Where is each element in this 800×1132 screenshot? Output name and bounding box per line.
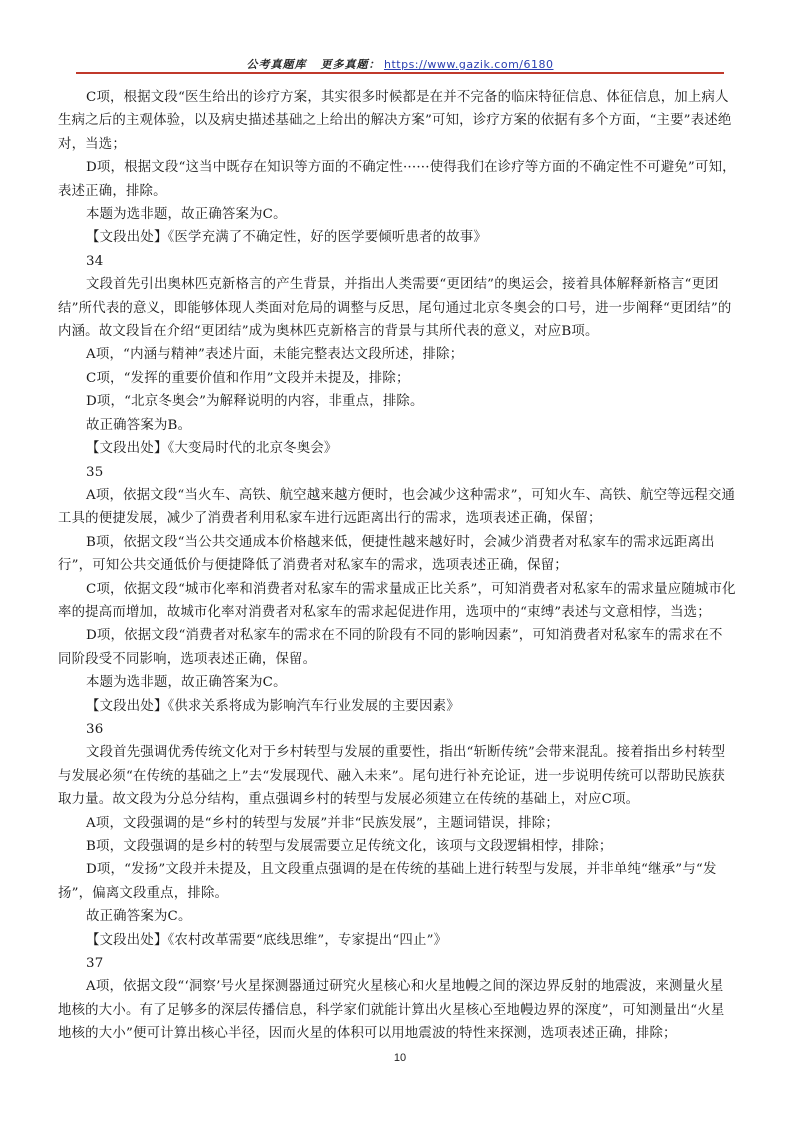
paragraph: C项，“发挥的重要价值和作用”文段并未提及，排除； [86, 370, 410, 386]
paragraph: 本题为选非题，故正确答案为C。 [86, 675, 287, 691]
source-citation: 【文段出处】《大变局时代的北京冬奥会》 [86, 441, 338, 457]
header-divider [76, 72, 724, 74]
paragraph: 文段首先引出奥林匹克新格言的产生背景，并指出人类需要“更团结”的奥运会，接着具体解释新格言“更团结”所代表的意义，即能够体现人类面对危局的调整与反思，尾句通过北京冬奥会的口号，进一步阐释“更团结”的内涵。故文段旨在介绍“更团结”成为奥林匹克新格言的背景与其所代表的意义，对应B项。 [58, 277, 732, 340]
paragraph: A项，依据文段“当火车、高铁、航空越来越方便时，也会减少这种需求”，可知火车、高铁、航空等远程交通工具的便捷发展，减少了消费者利用私家车进行远距离出行的需求，选项表述正确，保留； [58, 487, 736, 527]
page-number: 10 [393, 1052, 407, 1064]
source-citation: 【文段出处】《农村改革需要“底线思维”，专家提出“四止”》 [86, 932, 448, 948]
paragraph: D项，“北京冬奥会”为解释说明的内容，非重点，排除。 [86, 394, 424, 410]
question-number: 34 [86, 253, 104, 269]
paragraph: 故正确答案为B。 [86, 417, 192, 433]
header-link[interactable]: https://www.gazik.com/6180 [383, 58, 554, 71]
question-number: 37 [86, 956, 104, 972]
header-more-label: 更多真题： [320, 58, 381, 71]
question-number: 36 [86, 721, 104, 737]
paragraph: C项，根据文段“医生给出的诊疗方案，其实很多时候都是在并不完备的临床特征信息、体征信息，加上病人生病之后的主观体验，以及病史描述基础之上给出的解决方案”可知，诊疗方案的依据有多个方面，“主要”表述绝对，当选； [58, 90, 732, 152]
question-number: 35 [86, 464, 104, 480]
paragraph: A项，“内涵与精神”表述片面，未能完整表达文段所述，排除； [86, 347, 464, 363]
paragraph: B项，文段强调的是乡村的转型与发展需要立足传统文化，该项与文段逻辑相悖，排除； [86, 839, 613, 854]
paragraph: 本题为选非题，故正确答案为C。 [86, 207, 287, 223]
source-citation: 【文段出处】《供求关系将成为影响汽车行业发展的主要因素》 [86, 698, 460, 714]
paragraph: 故正确答案为C。 [86, 909, 192, 925]
paragraph: D项，根据文段“这当中既存在知识等方面的不确定性······使得我们在诊疗等方面的不确定性不可避免”可知，表述正确，排除。 [58, 160, 736, 199]
source-citation: 【文段出处】《医学充满了不确定性，好的医学要倾听患者的故事》 [86, 230, 488, 246]
paragraph: A项，文段强调的是“乡村的转型与发展”并非“民族发展”，主题词错误，排除； [86, 815, 559, 831]
paragraph: A项，依据文段“‘洞察’号火星探测器通过研究火星核心和火星地幔之间的深边界反射的地震波，来测量火星地核的大小。有了足够多的深层传播信息，科学家们就能计算出火星核心至地幔边界的深度”，可知测量出“火星地核的大小”便可计算出核心半径，因而火星的体积可以用地震波的特性来探测，选项表述正确，排除； [58, 979, 725, 1042]
paragraph: D项，依据文段“消费者对私家车的需求在不同的阶段有不同的影响因素”，可知消费者对私家车的需求在不同阶段受不同影响，选项表述正确，保留。 [58, 628, 723, 667]
paragraph: C项，依据文段“城市化率和消费者对私家车的需求量成正比关系”，可知消费者对私家车的需求量应随城市化率的提高而增加，故城市化率对消费者对私家车的需求起促进作用，选项中的“束缚”表述与文意相悖，当选； [58, 581, 736, 620]
paragraph: B项，依据文段“当公共交通成本价格越来低，便捷性越来越好时，会减少消费者对私家车的需求远距离出行”，可知公共交通低价与便捷降低了消费者对私家车的需求，选项表述正确，保留； [58, 534, 715, 574]
paragraph: 文段首先强调优秀传统文化对于乡村转型与发展的重要性，指出“斩断传统”会带来混乱。接着指出乡村转型与发展必须“在传统的基础之上”去“发展现代、融入未来”。尾句进行补充论证，进一步说明传统可以帮助民族获取力量。故文段为分总分结构，重点强调乡村的转型与发展必须建立在传统的基础上，对应C项。 [58, 745, 726, 808]
document-body [58, 86, 736, 1046]
page-header [0, 56, 800, 72]
header-brand: 公考真题库 [246, 58, 307, 71]
paragraph: D项，“发扬”文段并未提及，且文段重点强调的是在传统的基础上进行转型与发展，并非单纯“继承”与“发扬”，偏离文段重点，排除。 [58, 862, 717, 901]
